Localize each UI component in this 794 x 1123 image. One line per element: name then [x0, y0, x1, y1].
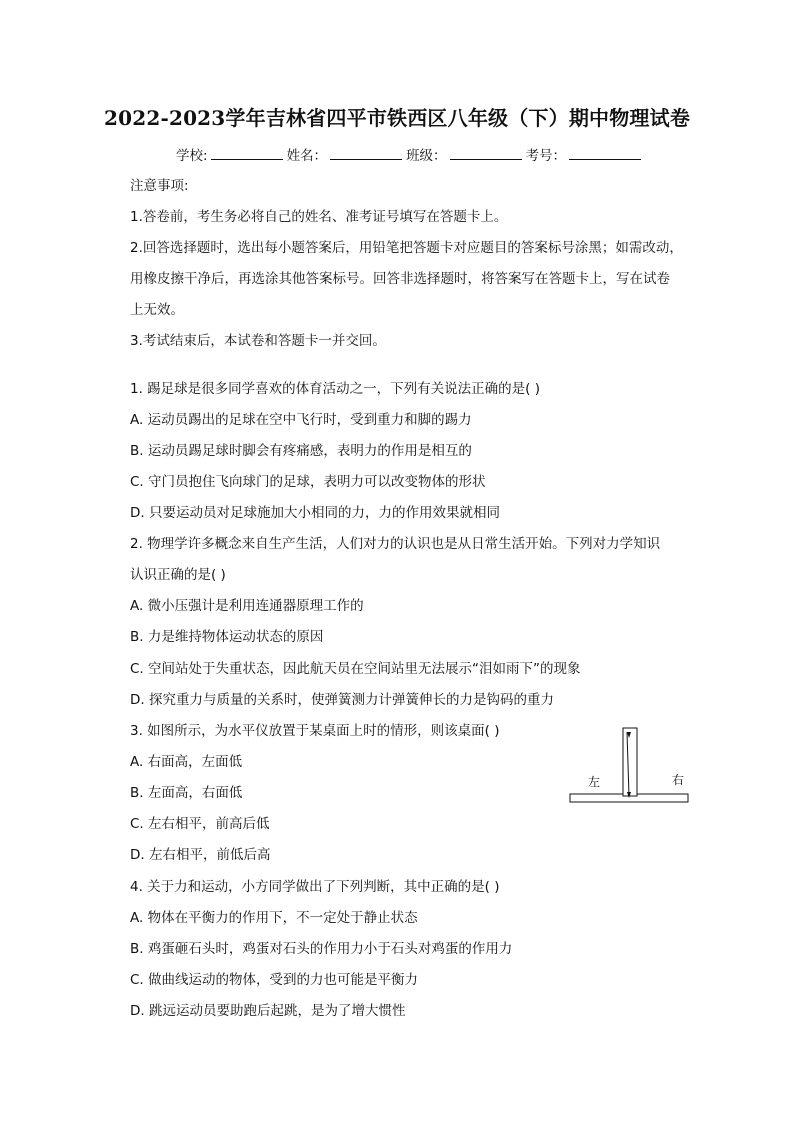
- notes-line: 3.考试结束后，本试卷和答题卡一并交回。: [130, 333, 386, 349]
- number-blank[interactable]: [569, 147, 641, 160]
- question-2-option-a[interactable]: A. 微小压强计是利用连通器原理工作的: [130, 598, 364, 614]
- question-2-stem-cont: 认识正确的是( ): [130, 567, 226, 583]
- question-3-option-a[interactable]: A. 右面高，左面低: [130, 754, 243, 770]
- question-4-option-d[interactable]: D. 跳远运动员要助跑后起跳，是为了增大惯性: [130, 1003, 406, 1019]
- question-4-option-c[interactable]: C. 做曲线运动的物体，受到的力也可能是平衡力: [130, 972, 419, 988]
- school-blank[interactable]: [211, 147, 283, 160]
- question-1-option-d[interactable]: D. 只要运动员对足球施加大小相同的力，力的作用效果就相同: [130, 505, 500, 521]
- question-2-stem: 2. 物理学许多概念来自生产生活，人们对力的认识也是从日常生活开始。下列对力学知识: [130, 536, 661, 552]
- name-blank[interactable]: [330, 147, 402, 160]
- question-2-option-c[interactable]: C. 空间站处于失重状态，因此航天员在空间站里无法展示“泪如雨下”的现象: [130, 661, 581, 677]
- student-info-row: [176, 144, 645, 164]
- exam-title: 2022-2023学年吉林省四平市铁西区八年级（下）期中物理试卷: [103, 106, 691, 130]
- notes-heading: 注意事项:: [130, 178, 189, 194]
- notes-line: 上无效。: [130, 302, 184, 318]
- question-1-option-a[interactable]: A. 运动员踢出的足球在空中飞行时，受到重力和脚的踢力: [130, 412, 472, 428]
- question-1-option-b[interactable]: B. 运动员踢足球时脚会有疼痛感，表明力的作用是相互的: [130, 443, 472, 459]
- class-label: 班级：: [406, 148, 447, 164]
- level-diagram: [568, 724, 692, 808]
- question-3-option-c[interactable]: C. 左右相平，前高后低: [130, 816, 270, 832]
- question-4-option-a[interactable]: A. 物体在平衡力的作用下，不一定处于静止状态: [130, 910, 418, 926]
- left-label: 左: [588, 775, 601, 789]
- question-4-stem: 4. 关于力和运动，小方同学做出了下列判断，其中正确的是( ): [130, 879, 500, 895]
- question-1-option-c[interactable]: C. 守门员抱住飞向球门的足球，表明力可以改变物体的形状: [130, 474, 486, 490]
- question-1-stem: 1. 踢足球是很多同学喜欢的体育活动之一，下列有关说法正确的是( ): [130, 381, 540, 397]
- notes-line: 1.答卷前，考生务必将自己的姓名、准考证号填写在答题卡上。: [130, 209, 508, 225]
- right-label: 右: [672, 773, 685, 787]
- notes-line: 用橡皮擦干净后，再选涂其他答案标号。回答非选择题时，将答案写在答题卡上，写在试卷: [130, 271, 670, 287]
- class-blank[interactable]: [450, 147, 522, 160]
- question-2-option-b[interactable]: B. 力是维持物体运动状态的原因: [130, 629, 324, 645]
- school-label: 学校:: [176, 148, 208, 164]
- question-3-option-b[interactable]: B. 左面高，右面低: [130, 785, 243, 801]
- question-3-option-d[interactable]: D. 左右相平，前低后高: [130, 847, 271, 863]
- name-label: 姓名：: [286, 148, 328, 164]
- level-instrument-figure: [568, 724, 692, 808]
- level-frame: [623, 728, 637, 796]
- question-3-stem: 3. 如图所示，为水平仪放置于某桌面上时的情形，则该桌面( ): [130, 723, 500, 739]
- question-4-option-b[interactable]: B. 鸡蛋砸石头时，鸡蛋对石头的作用力小于石头对鸡蛋的作用力: [130, 941, 513, 957]
- notes-line: 2.回答选择题时，选出每小题答案后，用铅笔把答题卡对应题目的答案标号涂黑；如需改动，: [130, 240, 683, 256]
- number-label: 考号：: [525, 148, 567, 164]
- question-2-option-d[interactable]: D. 探究重力与质量的关系时，使弹簧测力计弹簧伸长的力是钩码的重力: [130, 692, 554, 708]
